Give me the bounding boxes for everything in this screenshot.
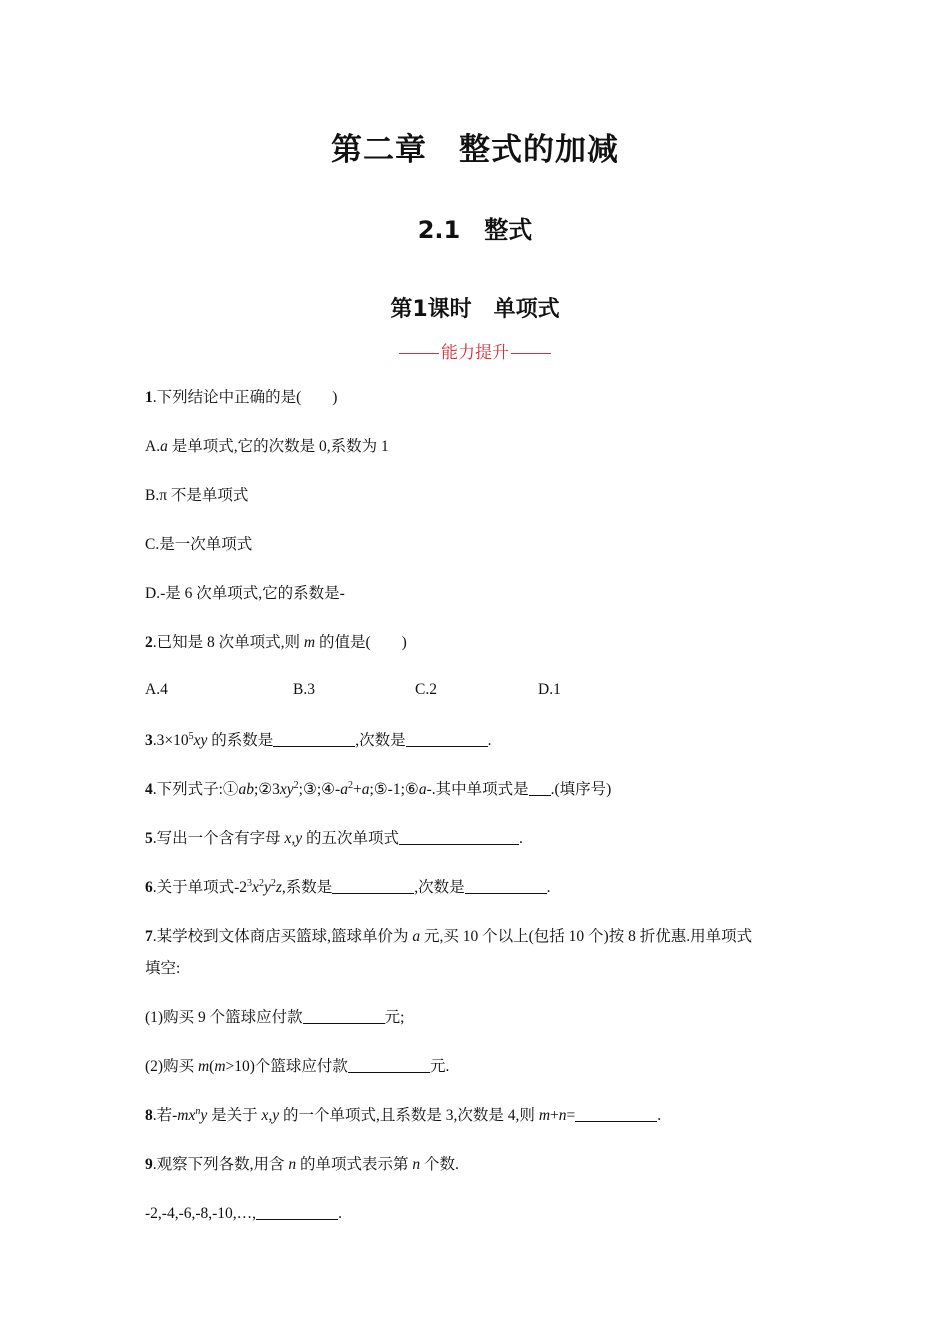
answer-blank[interactable] bbox=[529, 781, 551, 796]
ability-subtitle bbox=[0, 338, 950, 363]
left-dash-rule bbox=[399, 353, 439, 354]
answer-blank[interactable] bbox=[399, 830, 519, 845]
lesson-title: 第1课时 单项式 bbox=[390, 297, 560, 322]
answer-blank[interactable] bbox=[465, 879, 547, 894]
subtitle-text: 能力提升 bbox=[441, 343, 509, 363]
right-dash-rule bbox=[511, 353, 551, 354]
answer-blank[interactable] bbox=[303, 1009, 385, 1024]
question-6: 6.关于单项式$-2^3x^2y^2z$,系数是 ,次数是 . bbox=[145, 878, 551, 896]
question-7-part-2: (2)购买 m(m>10)个篮球应付款 元. bbox=[145, 1058, 450, 1075]
answer-blank[interactable] bbox=[273, 732, 355, 747]
question-2-option-a: A.4 bbox=[145, 681, 168, 698]
question-2-option-c: C.2 bbox=[415, 681, 437, 698]
answer-blank[interactable] bbox=[256, 1205, 338, 1220]
question-1-stem: 1.下列结论中正确的是( ) bbox=[145, 389, 338, 406]
question-1-option-a: A.a 是单项式,它的次数是 0,系数为 1 bbox=[145, 438, 389, 455]
question-8: 8.若$-mx^ny$ 是关于 x,y 的一个单项式,且系数是 3,次数是 4,则 m+n= . bbox=[145, 1106, 662, 1124]
question-7-part-1: (1)购买 9 个篮球应付款 元; bbox=[145, 1009, 405, 1026]
question-7-stem: 7.某学校到文体商店买篮球,篮球单价为 a 元,买 10 个以上(包括 10 个)按 8 折优惠.用单项式 bbox=[145, 928, 753, 945]
answer-blank[interactable] bbox=[348, 1058, 430, 1073]
question-2-stem: 2.已知是 8 次单项式,则 m 的值是( ) bbox=[145, 634, 407, 651]
answer-blank[interactable] bbox=[406, 732, 488, 747]
answer-blank[interactable] bbox=[575, 1107, 657, 1122]
chapter-title: 第二章 整式的加减 bbox=[331, 132, 619, 168]
question-7-stem-line2: 填空: bbox=[145, 960, 181, 977]
question-2-option-b: B.3 bbox=[293, 681, 315, 698]
question-9-stem: 9.观察下列各数,用含 n 的单项式表示第 n 个数. bbox=[145, 1156, 459, 1173]
section-title: 2.1 整式 bbox=[417, 216, 533, 244]
question-2-option-d: D.1 bbox=[538, 681, 561, 698]
question-1-option-d: D.-是 6 次单项式,它的系数是- bbox=[145, 585, 345, 602]
question-9-sequence: -2,-4,-6,-8,-10,…, . bbox=[145, 1205, 342, 1222]
question-5: 5.写出一个含有字母 x,y 的五次单项式 . bbox=[145, 830, 523, 847]
question-3: $3.3\times 10^5xy$ 的系数是 ,次数是 . bbox=[145, 731, 492, 749]
answer-blank[interactable] bbox=[332, 879, 414, 894]
question-4: 4.下列式子$:①ab;②3xy^2;③;④-a^2+a;⑤-1;⑥a-$.其中单项式是 .(填序号) bbox=[145, 780, 612, 798]
question-1-option-c: C.是一次单项式 bbox=[145, 536, 253, 553]
question-1-option-b: B.π 不是单项式 bbox=[145, 487, 249, 504]
